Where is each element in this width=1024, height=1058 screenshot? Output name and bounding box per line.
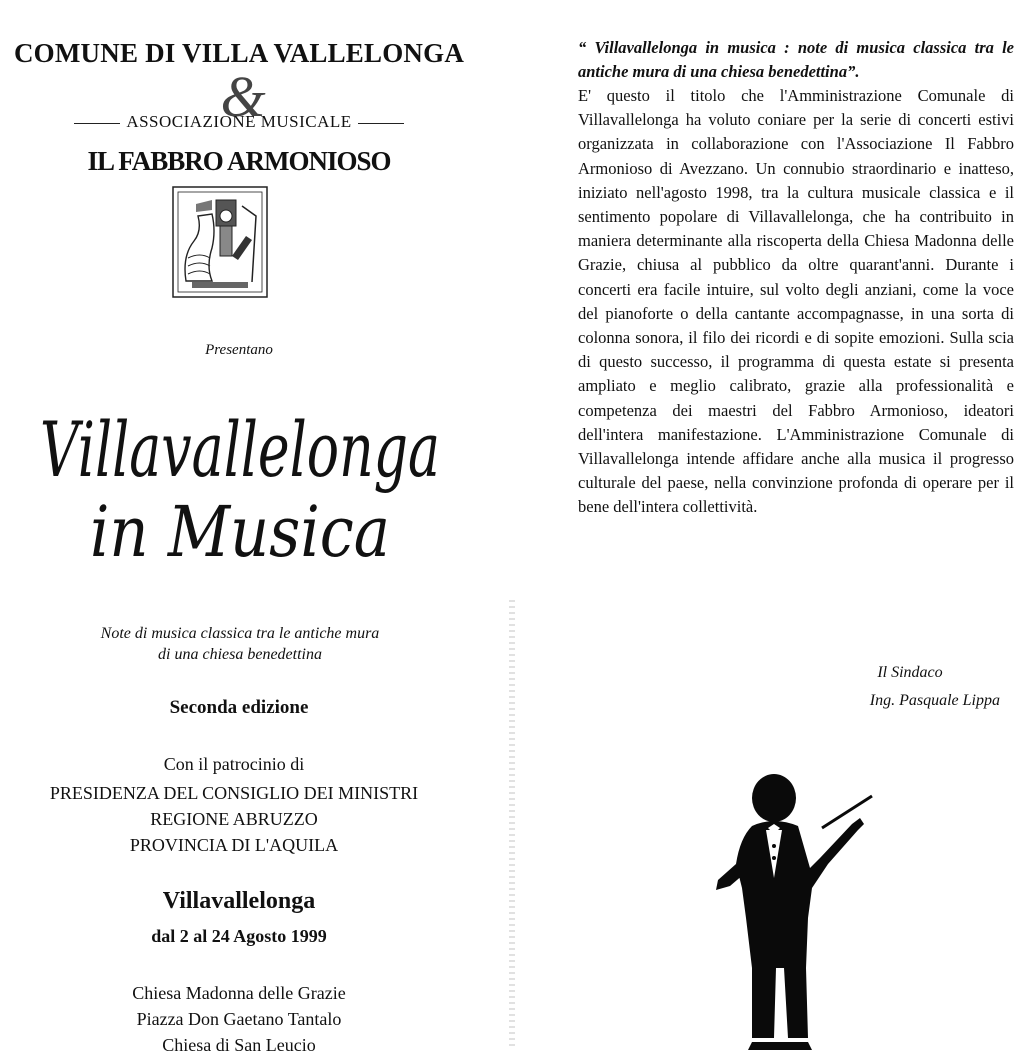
event-script-title: [30, 386, 450, 576]
patrocinio-label: Con il patrocinio di: [163, 754, 305, 774]
letter-quote: “ Villavallelonga in musica : note di musica classica tra le antiche mura di una chiesa benedettina”.: [578, 38, 1014, 81]
ampersand-glyph: &: [220, 64, 266, 129]
comune-title: COMUNE DI VILLA VALLELONGA: [13, 38, 465, 68]
event-title-line2: in Musica: [90, 491, 390, 573]
venue-item: Chiesa di San Leucio: [162, 1035, 316, 1055]
fold-line: [509, 600, 515, 1050]
associazione-label: ASSOCIAZIONE MUSICALE: [126, 112, 352, 131]
venue-item: Chiesa Madonna delle Grazie: [132, 983, 346, 1003]
fabbro-armonioso-logo-icon: [172, 186, 268, 298]
patrocinio-entity: PRESIDENZA DEL CONSIGLIO DEI MINISTRI: [49, 783, 419, 803]
subtitle-line-1: Note di musica classica tra le antiche mura: [100, 625, 380, 642]
venue-list: [0, 980, 478, 1058]
event-dates: dal 2 al 24 Agosto 1999: [151, 926, 327, 946]
edition-label: Seconda edizione: [169, 697, 309, 718]
patrocinio-entity: REGIONE ABRUZZO: [150, 809, 318, 829]
event-subtitle: [30, 623, 450, 665]
violinist-silhouette-icon: [712, 768, 872, 1050]
town-name: Villavallelonga: [162, 888, 316, 914]
right-rule: [358, 123, 404, 124]
letter-body: E' questo il titolo che l'Amministrazione Comunale di Villavallelonga ha voluto coniare per la serie di concerti estivi organizzata in collaborazione con l'Associazione Il Fabbro Armonioso di Avezzano. Un connubio straordinario e inatteso, iniziato nell'agosto 1998, tra la cultura musicale classica e il sentimento popolare di Villavallelonga, che ha contribuito in maniera determinante alla riscoperta della Chiesa Madonna delle Grazie, chiusa al pubblico da oltre quarant'anni. Durante i concerti era facile intuire, sul volto degli anziani, come la voce del pianoforte o della cantante accompagnasse, in una sorta di colonna sonora, il filo dei ricordi e di sopite emozioni. Sulla scia di questo successo, il programma di questa estate si presenta ampliato e meglio calibrato, grazie alla professionalità e competenza dei maestri del Fabbro Armonioso, ideatori dell'intera manifestazione. L'Amministrazione Comunale di Villavallelonga intende affidare anche alla musica il progresso culturale del paese, nella convinzione profonda di operare per il bene dell'intera collettività.: [578, 86, 1014, 517]
signature-name: Ing. Pasquale Lippa: [869, 692, 1000, 709]
venue-item: Piazza Don Gaetano Tantalo: [136, 1009, 342, 1029]
signature-title: Il Sindaco: [877, 664, 943, 681]
associazione-line: [0, 112, 478, 132]
patrocinio-list: [0, 780, 468, 858]
fabbro-title: IL FABBRO ARMONIOSO: [87, 146, 391, 176]
left-rule: [74, 123, 120, 124]
subtitle-line-2: di una chiesa benedettina: [158, 646, 322, 663]
presentano-label: Presentano: [205, 342, 273, 358]
patrocinio-entity: PROVINCIA DI L'AQUILA: [129, 835, 339, 855]
event-title-line1: Villavallelonga: [40, 405, 440, 494]
